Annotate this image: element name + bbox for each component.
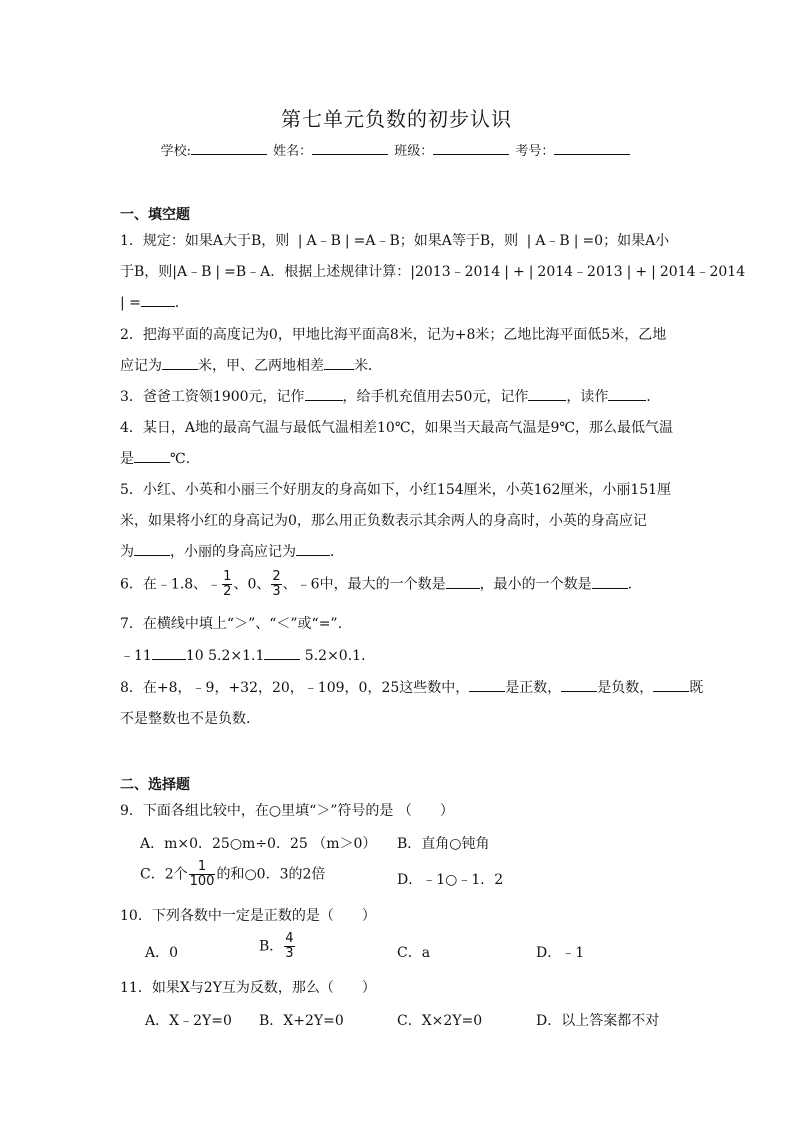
school-label: 学校: <box>160 144 191 159</box>
question-11: 11．如果X与2Y互为反数，那么（ ） <box>120 980 376 996</box>
q11-option-a[interactable]: A．X﹣2Y=0 <box>145 1013 232 1029</box>
q8-answer-blank-1[interactable] <box>469 677 505 692</box>
q5-answer-blank-1[interactable] <box>134 541 170 556</box>
question-4-line-1: 4．某日，A地的最高气温与最低气温相差10℃，如果当天最高气温是9℃，那么最低气温 <box>120 420 674 436</box>
q4-text: ℃. <box>170 451 191 467</box>
abs-bar: | <box>651 264 656 280</box>
q9-option-b[interactable]: B．直角○钝角 <box>397 836 490 852</box>
q6-text: ，最小的一个数是 <box>479 576 592 593</box>
q8-answer-blank-3[interactable] <box>653 677 689 692</box>
q3-answer-blank-3[interactable] <box>608 386 646 401</box>
q2-text: 米，甲、乙两地相差 <box>198 358 324 374</box>
q7-text: ﹣11 <box>120 648 152 664</box>
q10-option-b[interactable] <box>259 932 296 961</box>
q9c-text: 的和○0．3的2倍 <box>216 866 326 883</box>
q1-text: =B﹣A．根据上述规律计算：|2013﹣2014 <box>224 264 501 280</box>
fraction-numerator: 1 <box>189 860 216 875</box>
fraction-numerator: 4 <box>285 931 294 946</box>
q6-text: ． <box>627 576 642 593</box>
q7-text: 10 5.2×1.1 <box>185 648 265 664</box>
fraction-denominator: 3 <box>285 946 294 961</box>
question-9: 9．下面各组比较中，在○里填“＞”符号的是 （ ） <box>120 803 454 819</box>
question-1-line-1 <box>120 230 680 250</box>
class-blank <box>433 141 509 155</box>
q1-text: 1．规定：如果A大于B，则 <box>120 233 294 249</box>
question-5-line-2: 米，如果将小红的身高记为0，那么用正负数表示其余两人的身高时，小英的身高应记 <box>120 513 647 529</box>
q10-option-d[interactable]: D．﹣1 <box>536 945 585 961</box>
q1-expr: 2014﹣2014 <box>659 264 746 280</box>
q3-text: 3．爸爸工资领1900元，记作 <box>120 389 305 405</box>
q9c-text: C．2个 <box>140 866 188 883</box>
abs-bar: | <box>626 264 632 280</box>
question-5-line-1: 5．小红、小英和小丽三个好朋友的身高如下，小红154厘米，小英162厘米，小丽151厘 <box>120 482 672 498</box>
q2-text: 应记为 <box>120 358 162 374</box>
q9-option-a[interactable]: A．m×0．25○m÷0．25 （m＞0） <box>140 836 377 852</box>
abs-bar: | <box>297 233 303 249</box>
q3-text: ． <box>646 389 661 405</box>
q10b-text: B． <box>259 938 284 955</box>
question-6 <box>120 570 680 599</box>
q7-answer-blank-1[interactable] <box>152 645 186 660</box>
q8-text: 是负数， <box>597 680 654 696</box>
question-8-line-2: 不是整数也不是负数. <box>120 711 251 727</box>
question-7-line-2 <box>120 645 680 665</box>
q7-text: 5.2×0.1． <box>300 648 376 664</box>
q5-answer-blank-2[interactable] <box>296 541 330 556</box>
fraction-denominator: 100 <box>189 874 215 889</box>
q1-plus: + <box>512 264 525 280</box>
q1-text: ． <box>174 295 189 311</box>
q1-text: | = <box>120 295 141 311</box>
q8-text: 既 <box>689 680 704 696</box>
q1-text: =0；如果A小 <box>582 233 670 249</box>
q11-option-b[interactable]: B．X+2Y=0 <box>259 1013 344 1029</box>
question-5-line-3 <box>120 541 680 561</box>
number-blank <box>554 141 630 155</box>
q8-text: 是正数， <box>505 680 562 696</box>
q1-expr: 2014﹣2013 <box>537 264 623 280</box>
fraction-four-thirds <box>284 932 294 961</box>
q5-text: ，小丽的身高应记为 <box>170 544 296 560</box>
fraction-numerator: 1 <box>223 569 232 584</box>
abs-bar: | <box>215 264 221 280</box>
q1-answer-blank[interactable] <box>141 292 175 307</box>
q1-text: =A﹣B；如果A等于B，则 <box>353 233 523 249</box>
class-label: 班级： <box>394 144 434 159</box>
school-blank <box>191 141 267 155</box>
abs-bar: | <box>504 264 509 280</box>
question-4-line-2 <box>120 448 680 468</box>
q2-answer-blank-2[interactable] <box>324 355 354 370</box>
student-info-line <box>0 140 793 159</box>
fraction-one-hundredth <box>189 860 216 889</box>
fraction-numerator: 2 <box>272 569 281 584</box>
q1-text: 于B，则|A﹣B <box>120 264 212 280</box>
q9-option-c[interactable] <box>140 860 325 889</box>
q7-answer-blank-2[interactable] <box>264 645 300 660</box>
question-1-line-2 <box>120 261 746 281</box>
q1-expr: A﹣B <box>306 233 341 249</box>
q3-answer-blank-1[interactable] <box>305 386 343 401</box>
name-label: 姓名： <box>273 144 313 159</box>
question-7-line-1: 7．在横线中填上“＞”、“＜”或“=”. <box>120 616 343 632</box>
q4-answer-blank[interactable] <box>134 448 170 463</box>
q9-option-d[interactable]: D．﹣1○﹣1．2 <box>397 872 504 888</box>
q6-text: 6．在﹣1.8、﹣ <box>120 576 222 593</box>
number-label: 考号： <box>515 144 555 159</box>
abs-bar: | <box>573 233 579 249</box>
q11-option-c[interactable]: C．X×2Y=0 <box>397 1013 483 1029</box>
fraction-denominator: 2 <box>223 584 232 599</box>
q3-answer-blank-2[interactable] <box>528 386 566 401</box>
q10-option-c[interactable]: C．a <box>397 945 431 961</box>
q3-text: ，读作 <box>566 389 609 405</box>
page-title: 第七单元负数的初步认识 <box>281 107 512 131</box>
q6-text: 、﹣6中，最大的一个数是 <box>282 576 446 593</box>
question-1-line-3 <box>120 292 680 312</box>
question-10: 10．下列各数中一定是正数的是（ ） <box>120 908 376 924</box>
q3-text: ，给手机充值用去50元，记作 <box>342 389 529 405</box>
section-title-fill: 一、填空题 <box>120 207 190 223</box>
q6-text: 、0、 <box>233 576 271 593</box>
q1-expr: A﹣B <box>535 233 570 249</box>
q6-answer-blank-1[interactable] <box>446 574 480 589</box>
fraction-two-thirds <box>271 570 281 599</box>
abs-bar: | <box>526 233 532 249</box>
q8-answer-blank-2[interactable] <box>561 677 597 692</box>
question-2-line-1: 2．把海平面的高度记为0，甲地比海平面高8米，记为+8米；乙地比海平面低5米，乙地 <box>120 327 667 343</box>
fraction-denominator: 3 <box>272 584 281 599</box>
question-3 <box>120 386 680 406</box>
q1-plus: + <box>635 264 648 280</box>
q2-text: 米． <box>354 358 382 374</box>
q4-text: 是 <box>120 451 134 467</box>
question-8-line-1 <box>120 677 704 697</box>
name-blank <box>312 141 388 155</box>
q6-answer-blank-2[interactable] <box>592 574 628 589</box>
q5-text: ． <box>330 544 344 560</box>
abs-bar: | <box>344 233 350 249</box>
q5-text: 为 <box>120 544 134 560</box>
fraction-one-half <box>222 570 232 599</box>
abs-bar: | <box>528 264 534 280</box>
q8-text: 8．在+8，﹣9，+32，20，﹣109，0，25这些数中， <box>120 680 470 696</box>
question-2-line-2 <box>120 355 680 375</box>
q10-option-a[interactable]: A．0 <box>145 945 179 961</box>
section-title-choice: 二、选择题 <box>120 777 190 793</box>
q2-answer-blank-1[interactable] <box>162 355 198 370</box>
q11-option-d[interactable]: D．以上答案都不对 <box>536 1013 660 1029</box>
